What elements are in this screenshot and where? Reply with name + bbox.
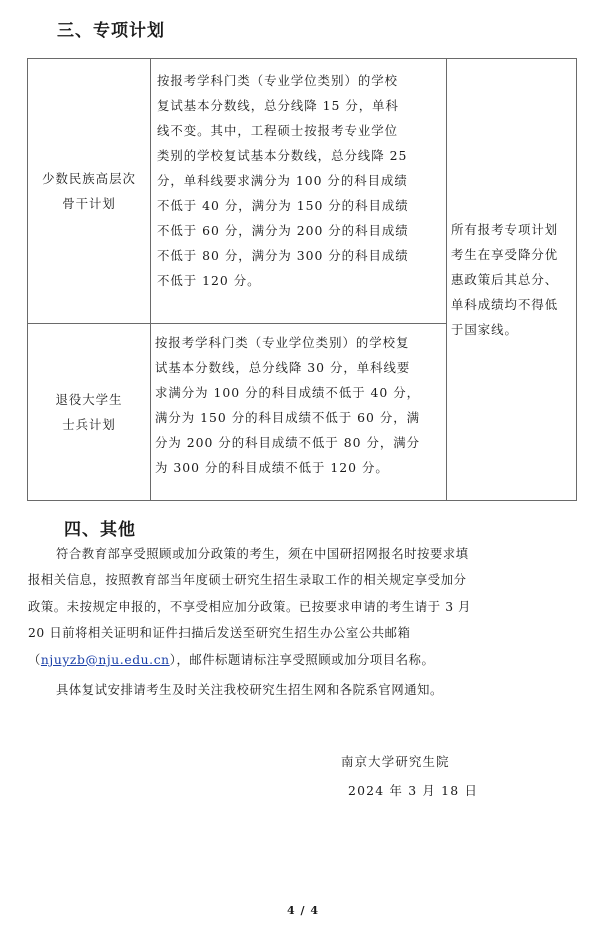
signature-date: 2024 年 3 月 18 日 xyxy=(348,783,479,798)
description-line: 试基本分数线，总分线降 30 分，单科线要 xyxy=(155,360,411,375)
description-line: 按报考学科门类（专业学位类别）的学校 xyxy=(157,73,399,88)
note-line: 单科成绩均不得低 xyxy=(451,297,559,312)
paragraph-line: 符合教育部享受照顾或加分政策的考生，须在中国研招网报名时按要求填 xyxy=(56,547,469,561)
plan-name-cell xyxy=(28,324,151,501)
email-link[interactable]: njuyzb@nju.edu.cn xyxy=(40,652,170,667)
plan-description-cell xyxy=(151,59,447,324)
policy-paragraph xyxy=(28,541,568,673)
description-line: 类别的学校复试基本分数线，总分线降 25 xyxy=(157,148,408,163)
email-line xyxy=(28,647,568,673)
plan-name-line: 骨干计划 xyxy=(62,196,116,211)
plan-name-cell xyxy=(28,59,151,324)
description-line: 不低于 40 分，满分为 150 分的科目成绩 xyxy=(157,198,409,213)
section-3-heading: 三、专项计划 xyxy=(57,21,165,41)
section-4-heading: 四、其他 xyxy=(64,520,136,540)
email-line-rest: ），邮件标题请标注享受照顾或加分项目名称。 xyxy=(169,652,435,667)
table-row xyxy=(28,59,577,324)
note-line: 于国家线。 xyxy=(451,322,518,337)
email-open-paren: （ xyxy=(28,652,41,667)
page-number: 4 / 4 xyxy=(287,904,319,917)
description-line: 分为 200 分的科目成绩不低于 80 分，满分 xyxy=(155,435,421,450)
note-line: 所有报考专项计划 xyxy=(451,222,559,237)
plan-note-cell xyxy=(447,59,577,501)
description-line: 按报考学科门类（专业学位类别）的学校复 xyxy=(155,335,410,350)
paragraph-line: 20 日前将相关证明和证件扫描后发送至研究生招生办公室公共邮箱 xyxy=(28,626,411,641)
description-line: 满分为 150 分的科目成绩不低于 60 分，满 xyxy=(155,410,421,425)
description-line: 线不变。其中，工程硕士按报考专业学位 xyxy=(157,123,399,138)
description-line: 不低于 80 分，满分为 300 分的科目成绩 xyxy=(157,248,409,263)
plan-description-cell xyxy=(151,324,447,501)
paragraph-line: 报相关信息，按照教育部当年度硕士研究生招生录取工作的相关规定享受加分 xyxy=(28,573,467,588)
description-line: 为 300 分的科目成绩不低于 120 分。 xyxy=(155,460,389,475)
description-line: 不低于 120 分。 xyxy=(157,273,261,288)
signature-organization: 南京大学研究生院 xyxy=(341,754,450,769)
note-line: 惠政策后其总分、 xyxy=(451,272,559,287)
paragraph-line: 具体复试安排请考生及时关注我校研究生招生网和各院系官网通知。 xyxy=(56,683,443,697)
paragraph-line: 政策。未按规定申报的，不享受相应加分政策。已按要求申请的考生请于 3 月 xyxy=(28,599,472,614)
schedule-paragraph xyxy=(28,677,568,703)
description-line: 复试基本分数线，总分线降 15 分，单科 xyxy=(157,98,399,113)
description-line: 求满分为 100 分的科目成绩不低于 40 分， xyxy=(155,385,421,400)
description-line: 分，单科线要求满分为 100 分的科目成绩 xyxy=(157,173,408,188)
plan-name-line: 士兵计划 xyxy=(62,417,116,432)
plan-name-line: 退役大学生 xyxy=(55,392,123,407)
plan-name-line: 少数民族高层次 xyxy=(42,171,136,186)
description-line: 不低于 60 分，满分为 200 分的科目成绩 xyxy=(157,223,409,238)
special-plan-table xyxy=(27,58,577,501)
note-line: 考生在享受降分优 xyxy=(451,247,559,262)
